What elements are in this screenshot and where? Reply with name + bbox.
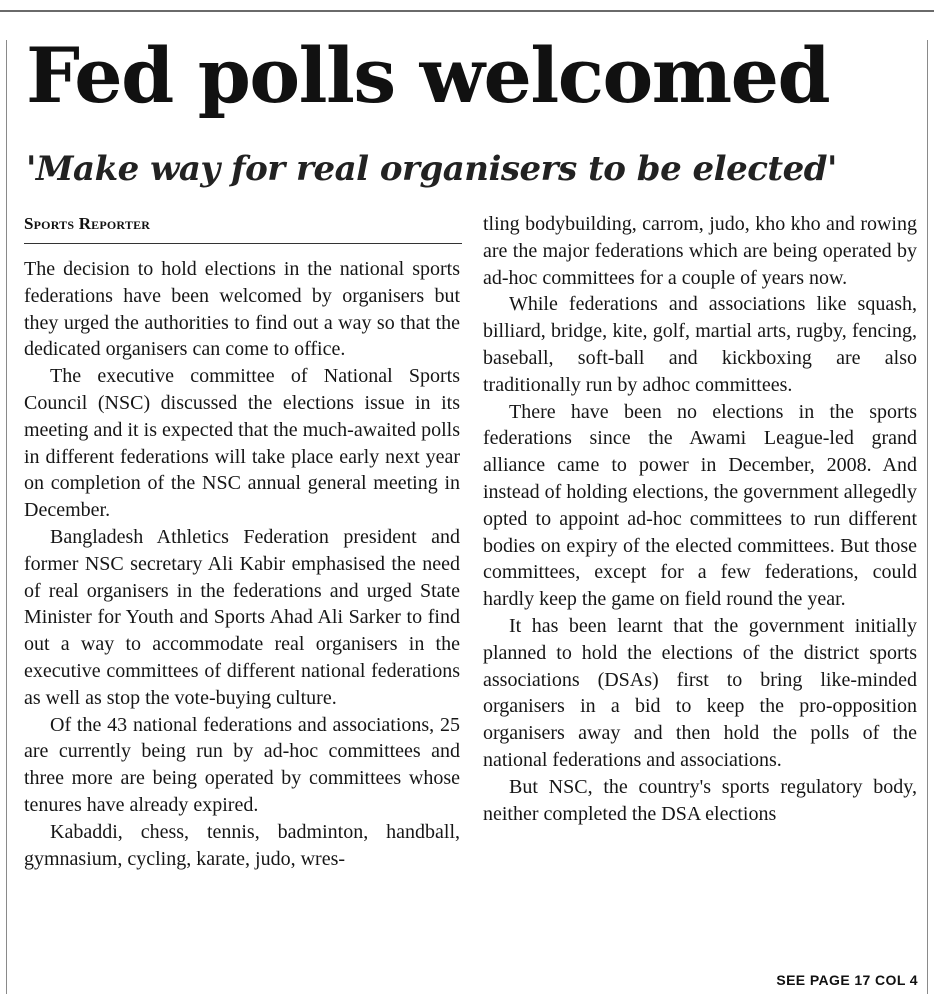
continuation-jump: SEE PAGE 17 COL 4 xyxy=(776,972,918,988)
paragraph: The executive committee of National Sports Council (NSC) discussed the elections issue in its meeting and it is expected that the much-awaited polls in different federations will take place early next year on completion of the NSC annual general meeting in December. xyxy=(24,365,460,522)
left-column-rule xyxy=(6,40,7,994)
paragraph: tling bodybuilding, carrom, judo, kho kho and rowing are the major federations which are being operated by ad-hoc committees for a couple of years now. xyxy=(483,213,917,289)
paragraph: There have been no elections in the sports federations since the Awami League-led grand alliance came to power in December, 2008. And instead of holding elections, the government allegedly opted to appoint ad-hoc committees to run different bodies on expiry of the elected committees. But those committees, except for a few federations, could hardly keep the game on field round the year. xyxy=(483,400,917,611)
paragraph: Of the 43 national federations and associations, 25 are currently being run by ad-hoc committees and three more are being operated by committees whose tenures have already expired. xyxy=(24,713,460,816)
paragraph: Bangladesh Athletics Federation president and former NSC secretary Ali Kabir emphasised the need of real organisers in the federations and urged State Minister for Youth and Sports Ahad Ali Sarker to find out a way to accommodate real organisers in the executive committees of different national federations as well as stop the vote-buying culture. xyxy=(24,525,460,709)
headline: Fed polls welcomed xyxy=(26,31,830,120)
top-rule xyxy=(0,10,934,12)
paragraph: While federations and associations like squash, billiard, bridge, kite, golf, martial arts, rugby, fencing, baseball, soft-ball and kickboxing are also traditionally run by adhoc committees. xyxy=(483,293,917,396)
paragraph: The decision to hold elections in the national sports federations have been welcomed by organisers but they urged the authorities to find out a way so that the dedicated organisers can come to office. xyxy=(24,258,460,361)
article-column-2 xyxy=(483,211,917,827)
byline: Sports Reporter xyxy=(24,214,151,233)
right-column-rule xyxy=(927,40,928,994)
subhead: 'Make way for real organisers to be elected' xyxy=(26,149,837,189)
article-column-1 xyxy=(24,256,460,872)
paragraph: It has been learnt that the government initially planned to hold the elections of the district sports associations (DSAs) first to bring like-minded organisers in a bid to keep the pro-opposition organisers away and then hold the polls of the national federations and associations. xyxy=(483,614,917,771)
paragraph: But NSC, the country's sports regulatory body, neither completed the DSA elections xyxy=(483,775,917,825)
paragraph: Kabaddi, chess, tennis, badminton, handball, gymnasium, cycling, karate, judo, wres- xyxy=(24,820,460,870)
byline-rule xyxy=(24,243,462,244)
